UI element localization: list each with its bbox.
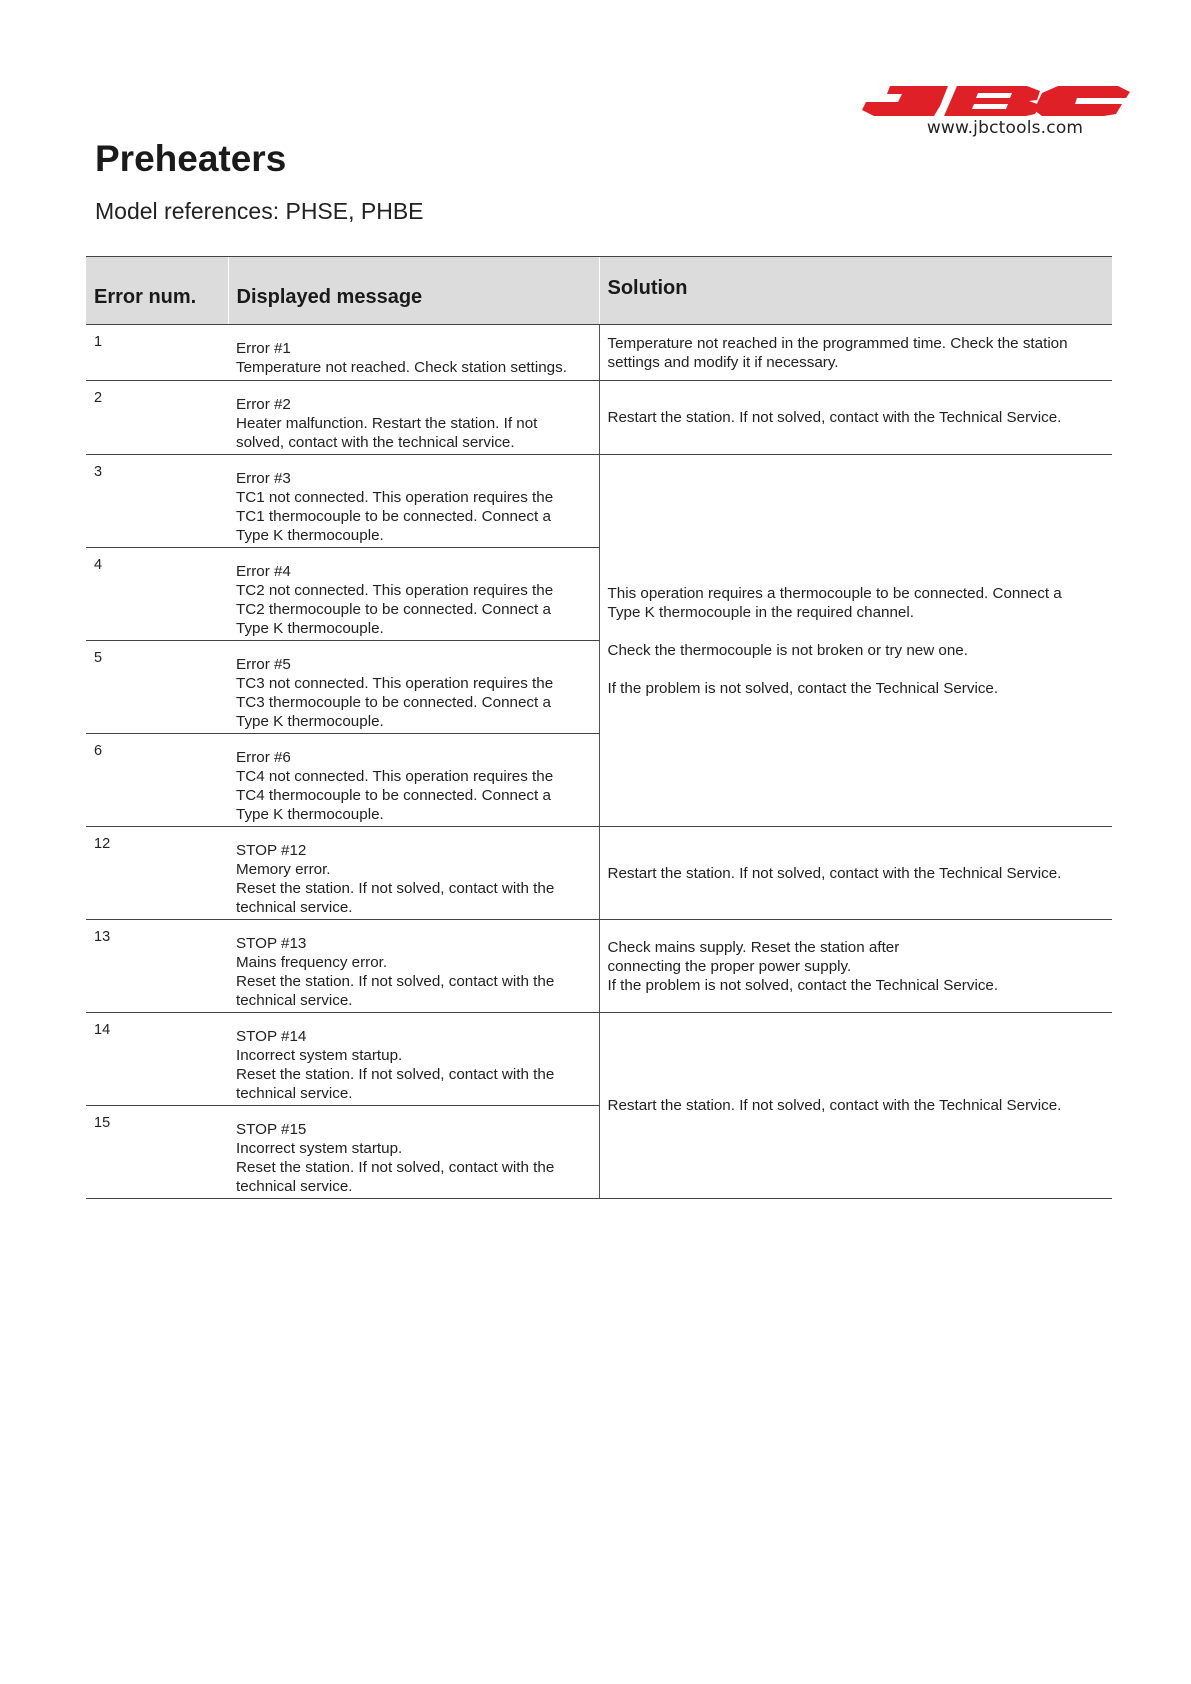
- message-line: Type K thermocouple.: [236, 806, 384, 823]
- message-line: technical service.: [236, 992, 353, 1009]
- message-line: TC1 not connected. This operation requires the: [236, 489, 554, 506]
- solution-paragraph: Check the thermocouple is not broken or try new one.: [607, 641, 968, 659]
- table-row: [86, 325, 1112, 381]
- solution: Restart the station. If not solved, contact with the Technical Service.: [599, 827, 1112, 920]
- solution-line: Check mains supply. Reset the station after: [607, 938, 900, 956]
- message-line: Error #5: [236, 656, 291, 673]
- column-header-error-num: Error num.: [86, 257, 228, 325]
- message-line: Error #6: [236, 749, 291, 766]
- displayed-message: [228, 381, 599, 455]
- solution-line: This operation requires a thermocouple to be connected. Connect a: [607, 584, 1062, 602]
- jbc-logo: [862, 84, 1130, 118]
- message-line: STOP #12: [236, 842, 307, 859]
- solution-line: connecting the proper power supply.: [607, 957, 852, 975]
- solution: Restart the station. If not solved, contact with the Technical Service.: [599, 381, 1112, 455]
- jbc-logo-graphic: [862, 84, 1130, 118]
- solution-line: If the problem is not solved, contact the Technical Service.: [607, 976, 999, 994]
- displayed-message: [228, 1106, 599, 1199]
- message-line: Incorrect system startup.: [236, 1047, 403, 1064]
- message-line: technical service.: [236, 1178, 353, 1195]
- table-row: [86, 455, 1112, 548]
- message-line: TC1 thermocouple to be connected. Connect a: [236, 508, 551, 525]
- message-line: Heater malfunction. Restart the station. If not: [236, 415, 538, 432]
- message-line: solved, contact with the technical service.: [236, 434, 515, 451]
- displayed-message: [228, 641, 599, 734]
- message-line: Type K thermocouple.: [236, 620, 384, 637]
- message-line: TC4 thermocouple to be connected. Connect a: [236, 787, 551, 804]
- solution-paragraph: If the problem is not solved, contact the Technical Service.: [607, 679, 999, 697]
- message-line: Reset the station. If not solved, contact with the: [236, 1159, 555, 1176]
- message-line: Reset the station. If not solved, contact with the: [236, 880, 555, 897]
- website-url: www.jbctools.com: [926, 118, 1084, 138]
- message-line: STOP #15: [236, 1121, 307, 1138]
- solution-line: Type K thermocouple in the required channel.: [607, 603, 914, 621]
- message-line: STOP #14: [236, 1028, 307, 1045]
- error-number: 2: [86, 381, 228, 455]
- error-number: 1: [86, 325, 228, 381]
- message-line: Type K thermocouple.: [236, 713, 384, 730]
- message-line: Reset the station. If not solved, contact with the: [236, 973, 555, 990]
- message-line: STOP #13: [236, 935, 307, 952]
- displayed-message: [228, 1013, 599, 1106]
- message-line: Type K thermocouple.: [236, 527, 384, 544]
- table-row: [86, 920, 1112, 1013]
- displayed-message: [228, 827, 599, 920]
- solution: [599, 920, 1112, 1013]
- solution-paragraph: [608, 584, 1105, 622]
- displayed-message: [228, 734, 599, 827]
- table-row: [86, 1013, 1112, 1106]
- message-line: Error #2: [236, 396, 291, 413]
- table-header-row: [86, 257, 1112, 325]
- error-number: 14: [86, 1013, 228, 1106]
- table-row: [86, 381, 1112, 455]
- displayed-message: [228, 920, 599, 1013]
- solution-line: settings and modify it if necessary.: [607, 354, 839, 371]
- error-table: [86, 256, 1112, 1199]
- error-number: 3: [86, 455, 228, 548]
- message-line: TC3 not connected. This operation requires the: [236, 675, 554, 692]
- displayed-message: [228, 548, 599, 641]
- message-line: Memory error.: [236, 861, 331, 878]
- solution-line: Temperature not reached in the programmed time. Check the station: [607, 335, 1068, 352]
- message-line: TC4 not connected. This operation requires the: [236, 768, 554, 785]
- displayed-message: [228, 325, 599, 381]
- error-number: 15: [86, 1106, 228, 1199]
- error-number: 13: [86, 920, 228, 1013]
- model-references: Model references: PHSE, PHBE: [95, 198, 424, 224]
- message-line: Error #1: [236, 340, 291, 357]
- table-row: [86, 827, 1112, 920]
- message-line: TC3 thermocouple to be connected. Connect a: [236, 694, 551, 711]
- message-line: technical service.: [236, 899, 353, 916]
- solution-text: [608, 584, 1105, 698]
- message-line: Reset the station. If not solved, contact with the: [236, 1066, 555, 1083]
- message-line: Incorrect system startup.: [236, 1140, 403, 1157]
- error-number: 6: [86, 734, 228, 827]
- message-line: technical service.: [236, 1085, 353, 1102]
- error-number: 5: [86, 641, 228, 734]
- message-line: Temperature not reached. Check station settings.: [236, 359, 567, 376]
- message-line: Mains frequency error.: [236, 954, 388, 971]
- page-title: Preheaters: [95, 138, 287, 179]
- message-line: TC2 thermocouple to be connected. Connect a: [236, 601, 551, 618]
- message-line: Error #4: [236, 563, 291, 580]
- column-header-solution: Solution: [599, 257, 1112, 325]
- solution: Restart the station. If not solved, contact with the Technical Service.: [599, 1013, 1112, 1199]
- message-line: TC2 not connected. This operation requires the: [236, 582, 554, 599]
- message-line: Error #3: [236, 470, 291, 487]
- solution: [599, 325, 1112, 381]
- column-header-displayed-message: Displayed message: [228, 257, 599, 325]
- error-number: 4: [86, 548, 228, 641]
- error-number: 12: [86, 827, 228, 920]
- solution: [599, 455, 1112, 827]
- displayed-message: [228, 455, 599, 548]
